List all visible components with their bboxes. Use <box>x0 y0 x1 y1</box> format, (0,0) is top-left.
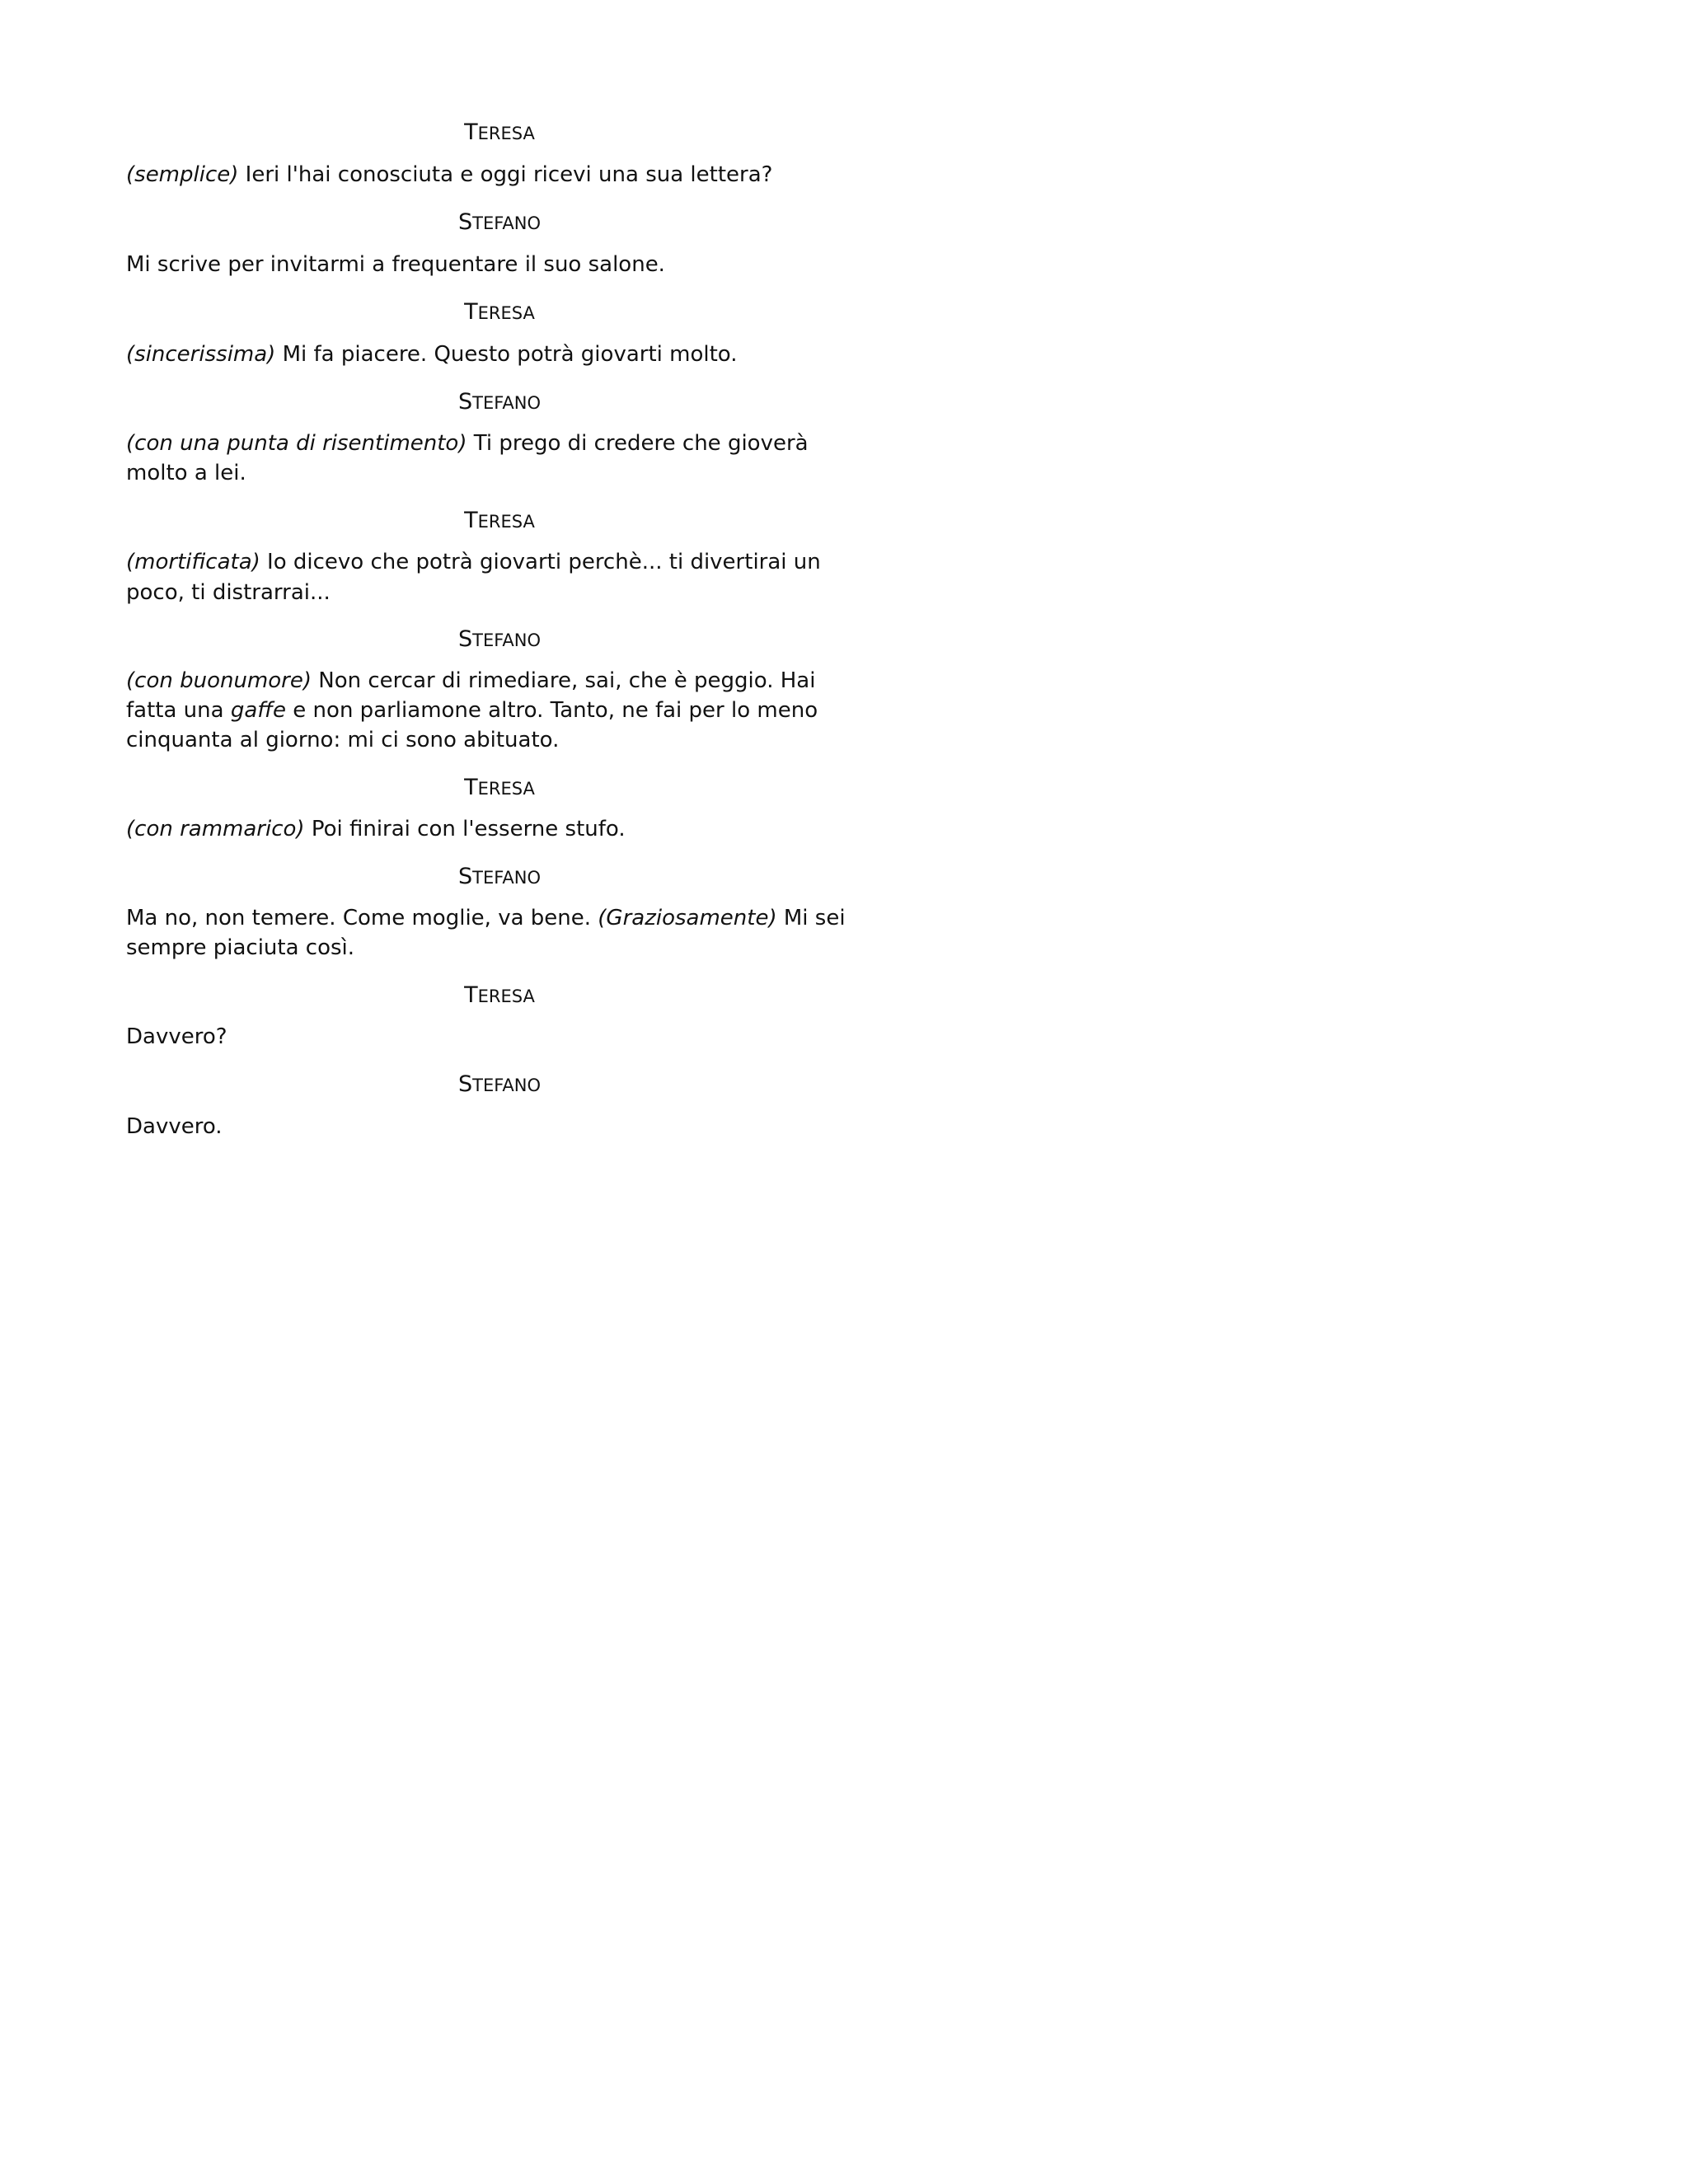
dialogue-line <box>126 1112 860 1141</box>
line-text: Poi finirai con l'esserne stufo. <box>304 817 626 841</box>
speaker-initial: T <box>464 508 478 533</box>
speaker-name <box>0 626 999 652</box>
stage-direction: (con una punta di risentimento) <box>126 431 467 456</box>
dialogue-line <box>126 696 860 725</box>
dialogue-line <box>126 250 860 279</box>
line-text: molto a lei. <box>126 461 246 485</box>
speaker-initial: S <box>458 626 473 652</box>
line-text: Davvero? <box>126 1024 227 1049</box>
speaker-rest: ERESA <box>477 987 535 1006</box>
dialogue-line <box>126 1022 860 1052</box>
dialogue-line <box>126 578 860 607</box>
speaker-name <box>0 777 999 799</box>
line-text: Davvero. <box>126 1114 223 1139</box>
dialogue-line <box>126 547 860 577</box>
dialogue-line <box>126 429 860 458</box>
dialogue-line <box>126 160 860 190</box>
speaker-name <box>0 209 999 235</box>
line-text: Ieri l'hai conosciuta e oggi ricevi una sua lettera? <box>238 162 773 187</box>
dialogue-line <box>126 903 860 933</box>
speaker-initial: T <box>464 775 478 800</box>
line-text: cinquanta al giorno: mi ci sono abituato. <box>126 728 560 752</box>
speaker-initial: S <box>458 389 473 415</box>
line-text: sempre piaciuta così. <box>126 935 355 960</box>
dialogue-line <box>126 666 860 696</box>
stage-direction: (semplice) <box>126 162 239 187</box>
dialogue-line <box>126 933 860 963</box>
line-text: poco, ti distrarrai... <box>126 580 331 605</box>
speaker-rest: TEFANO <box>472 393 541 413</box>
dialogue-line <box>126 340 860 369</box>
line-text: Mi sei <box>776 906 846 930</box>
speaker-initial: T <box>464 299 478 325</box>
stage-direction: (con buonumore) <box>126 668 312 693</box>
line-text: Ti prego di credere che gioverà <box>467 431 809 456</box>
speaker-rest: TEFANO <box>472 868 541 888</box>
line-text: Io dicevo che potrà giovarti perchè... ti divertirai un <box>260 550 821 574</box>
stage-direction: (Graziosamente) <box>598 906 777 930</box>
speaker-rest: ERESA <box>477 779 535 799</box>
speaker-rest: TEFANO <box>472 1076 541 1095</box>
speaker-name <box>0 122 999 144</box>
line-text: e non parliamone altro. Tanto, ne fai per lo meno <box>286 698 818 723</box>
stage-direction: (mortificata) <box>126 550 260 574</box>
line-text: Mi scrive per invitarmi a frequentare il suo salone. <box>126 252 665 277</box>
speaker-name <box>0 1071 999 1097</box>
speaker-initial: T <box>464 982 478 1008</box>
dialogue-line <box>126 458 860 488</box>
speaker-rest: TEFANO <box>472 213 541 233</box>
speaker-initial: S <box>458 1071 473 1097</box>
speaker-initial: S <box>458 864 473 889</box>
speaker-name <box>0 299 999 325</box>
speaker-initial: S <box>458 209 473 235</box>
emphasized-word: gaffe <box>230 698 287 723</box>
speaker-initial: T <box>464 120 478 145</box>
script-page <box>0 0 1014 1311</box>
speaker-name <box>0 391 999 414</box>
line-text: Non cercar di rimediare, sai, che è peggio. Hai <box>312 668 816 693</box>
speaker-name <box>0 510 999 532</box>
speaker-rest: TEFANO <box>472 630 541 650</box>
speaker-rest: ERESA <box>477 124 535 143</box>
speaker-rest: ERESA <box>477 512 535 532</box>
line-text: fatta una <box>126 698 231 723</box>
dialogue-line <box>126 725 860 755</box>
stage-direction: (con rammarico) <box>126 817 305 841</box>
speaker-name <box>0 982 999 1008</box>
stage-direction: (sincerissima) <box>126 342 276 367</box>
line-text: Ma no, non temere. Come moglie, va bene. <box>126 906 598 930</box>
dialogue-line <box>126 814 860 844</box>
speaker-rest: ERESA <box>477 303 535 323</box>
line-text: Mi fa piacere. Questo potrà giovarti molto. <box>275 342 738 367</box>
speaker-name <box>0 866 999 888</box>
